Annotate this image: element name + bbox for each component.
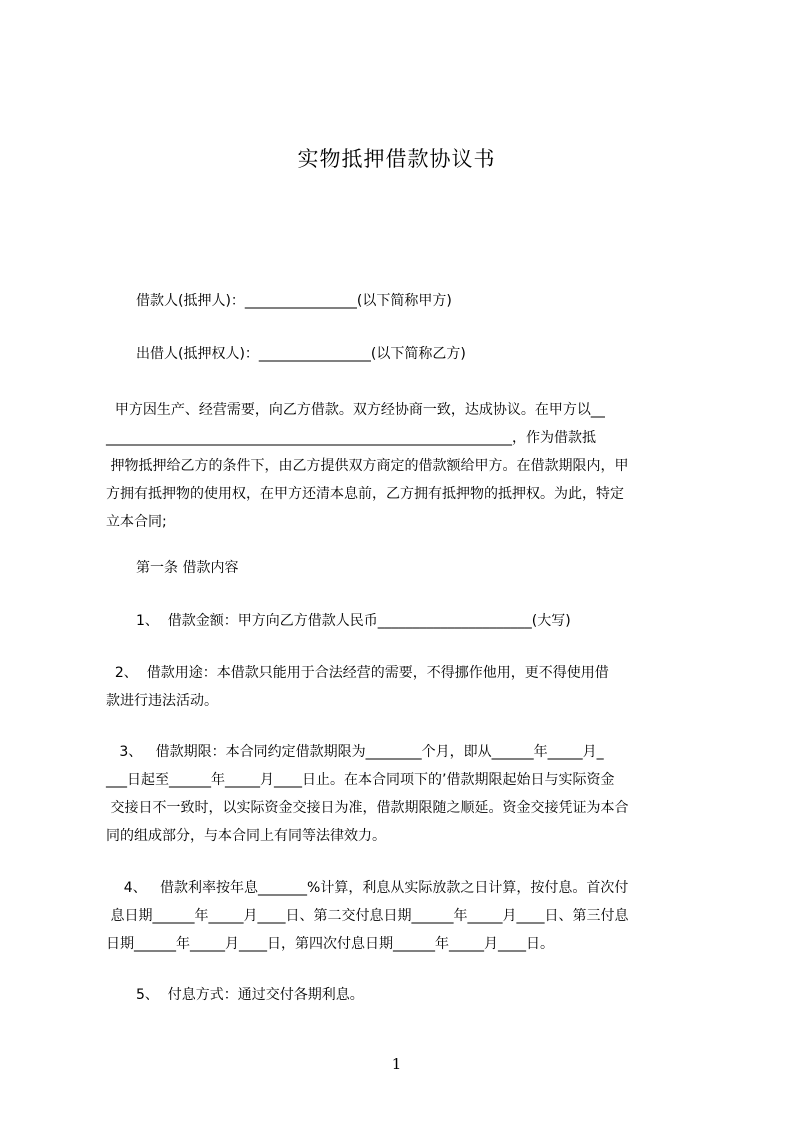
preamble-paragraph <box>106 396 700 536</box>
item-3-line: ___日起至______年_____月____日止。在本合同项下的’借款期限起始日与实际资金 <box>106 772 615 788</box>
item-3-line: 交接日不一致时，以实际资金交接日为准，借款期限随之顺延。资金交接凭证为本合 <box>106 800 629 816</box>
preamble-line: 方拥有抵押物的使用权，在甲方还清本息前，乙方拥有抵押物的抵押权。为此，特定 <box>106 486 624 502</box>
document-title: 实物抵押借款协议书 <box>297 147 496 171</box>
lender-line: 出借人(抵押权人)：________________(以下简称乙方) <box>136 346 466 362</box>
item-2-line: 2、 借款用途：本借款只能用于合法经营的需要，不得挪作他用，更不得使用借 <box>106 665 609 681</box>
preamble-line: 押物抵押给乙方的条件下，由乙方提供双方商定的借款额给甲方。在借款期限内，甲 <box>106 458 629 474</box>
article-1-heading: 第一条 借款内容 <box>136 560 239 576</box>
item-5-payment-method: 5、 付息方式：通过交付各期利息。 <box>136 987 364 1003</box>
item-3-line: 3、 借款期限：本合同约定借款期限为________个月，即从______年_____月_ <box>106 744 604 760</box>
item-3-line: 同的组成部分，与本合同上有同等法律效力。 <box>106 828 386 844</box>
item-2-loan-purpose <box>106 659 700 715</box>
page-number: 1 <box>391 1055 402 1073</box>
preamble-line: __________________________________________________________，作为借款抵 <box>106 430 596 446</box>
item-2-line: 款进行违法活动。 <box>106 693 218 709</box>
item-4-line: 4、 借款利率按年息_______%计算，利息从实际放款之日计算，按付息。首次付 <box>106 880 629 896</box>
item-4-line: 日期______年_____月____日，第四次付息日期______年_____月____日。 <box>106 936 554 952</box>
item-3-loan-term <box>106 738 700 850</box>
preamble-line: 立本合同; <box>106 514 167 530</box>
item-1-loan-amount: 1、 借款金额：甲方向乙方借款人民币______________________(大写) <box>136 613 571 629</box>
preamble-line: 甲方因生产、经营需要，向乙方借款。双方经协商一致，达成协议。在甲方以__ <box>106 402 605 418</box>
borrower-line: 借款人(抵押人)：________________(以下简称甲方) <box>136 293 452 309</box>
item-4-interest-rate <box>106 874 700 958</box>
item-4-line: 息日期______年_____月____日、第二交付息日期______年_____月____日、第三付息 <box>106 908 629 924</box>
